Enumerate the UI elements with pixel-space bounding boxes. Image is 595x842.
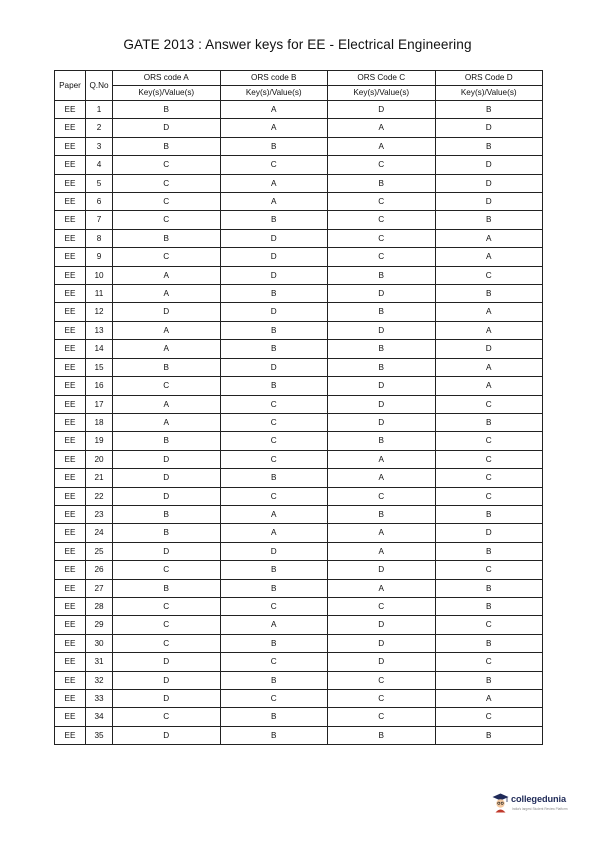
cell-qno: 32 — [86, 671, 113, 689]
table-row — [55, 579, 543, 597]
table-row — [55, 101, 543, 119]
cell-ors-b: D — [220, 542, 328, 560]
cell-ors-c: A — [328, 119, 436, 137]
cell-ors-b: B — [220, 285, 328, 303]
cell-ors-b: D — [220, 248, 328, 266]
cell-paper: EE — [55, 266, 86, 284]
header-ors-c: ORS Code C — [328, 71, 436, 86]
cell-ors-d: C — [435, 616, 543, 634]
cell-paper: EE — [55, 469, 86, 487]
cell-ors-d: B — [435, 137, 543, 155]
cell-ors-a: D — [113, 119, 221, 137]
table-row — [55, 174, 543, 192]
cell-ors-d: C — [435, 487, 543, 505]
cell-qno: 35 — [86, 726, 113, 744]
cell-ors-a: B — [113, 524, 221, 542]
cell-paper: EE — [55, 616, 86, 634]
header-ors-a: ORS code A — [113, 71, 221, 86]
cell-ors-c: A — [328, 137, 436, 155]
cell-ors-a: D — [113, 303, 221, 321]
cell-paper: EE — [55, 726, 86, 744]
cell-paper: EE — [55, 119, 86, 137]
header-paper: Paper — [55, 71, 86, 101]
cell-ors-a: C — [113, 561, 221, 579]
table-row — [55, 524, 543, 542]
cell-qno: 2 — [86, 119, 113, 137]
cell-ors-d: B — [435, 671, 543, 689]
cell-ors-a: C — [113, 616, 221, 634]
cell-paper: EE — [55, 690, 86, 708]
cell-ors-d: C — [435, 561, 543, 579]
cell-qno: 12 — [86, 303, 113, 321]
table-row — [55, 616, 543, 634]
cell-qno: 27 — [86, 579, 113, 597]
cell-ors-a: C — [113, 597, 221, 615]
cell-ors-d: C — [435, 708, 543, 726]
cell-ors-b: B — [220, 211, 328, 229]
cell-ors-b: B — [220, 340, 328, 358]
cell-ors-c: A — [328, 542, 436, 560]
cell-ors-c: C — [328, 156, 436, 174]
cell-ors-a: C — [113, 174, 221, 192]
header-ors-b: ORS code B — [220, 71, 328, 86]
cell-ors-c: B — [328, 358, 436, 376]
cell-ors-a: D — [113, 487, 221, 505]
subheader-keys-c: Key(s)/Value(s) — [328, 86, 436, 101]
cell-paper: EE — [55, 321, 86, 339]
table-row — [55, 671, 543, 689]
table-row — [55, 211, 543, 229]
cell-ors-a: D — [113, 671, 221, 689]
table-row — [55, 229, 543, 247]
cell-ors-b: D — [220, 303, 328, 321]
cell-ors-b: C — [220, 395, 328, 413]
cell-ors-a: B — [113, 137, 221, 155]
table-row — [55, 395, 543, 413]
answer-key-table — [54, 70, 543, 745]
cell-ors-a: B — [113, 101, 221, 119]
logo-text: collegedunia — [511, 794, 566, 804]
table-row — [55, 340, 543, 358]
cell-ors-b: B — [220, 634, 328, 652]
cell-ors-d: B — [435, 211, 543, 229]
cell-ors-d: C — [435, 450, 543, 468]
header-qno: Q.No — [86, 71, 113, 101]
cell-ors-b: B — [220, 321, 328, 339]
cell-ors-c: A — [328, 469, 436, 487]
cell-ors-d: A — [435, 377, 543, 395]
cell-paper: EE — [55, 505, 86, 523]
cell-ors-d: B — [435, 634, 543, 652]
cell-ors-d: C — [435, 469, 543, 487]
table-row — [55, 690, 543, 708]
table-row — [55, 597, 543, 615]
cell-ors-d: C — [435, 395, 543, 413]
cell-paper: EE — [55, 248, 86, 266]
cell-ors-a: B — [113, 229, 221, 247]
cell-ors-c: D — [328, 634, 436, 652]
cell-ors-c: D — [328, 101, 436, 119]
cell-paper: EE — [55, 156, 86, 174]
cell-ors-c: D — [328, 285, 436, 303]
cell-ors-c: D — [328, 653, 436, 671]
table-row — [55, 266, 543, 284]
cell-paper: EE — [55, 597, 86, 615]
cell-ors-d: D — [435, 340, 543, 358]
cell-paper: EE — [55, 174, 86, 192]
cell-ors-d: D — [435, 156, 543, 174]
table-row — [55, 450, 543, 468]
cell-qno: 8 — [86, 229, 113, 247]
cell-ors-a: D — [113, 469, 221, 487]
cell-qno: 3 — [86, 137, 113, 155]
cell-ors-b: B — [220, 726, 328, 744]
cell-ors-b: A — [220, 616, 328, 634]
cell-ors-a: C — [113, 634, 221, 652]
table-row — [55, 303, 543, 321]
cell-qno: 4 — [86, 156, 113, 174]
cell-ors-b: C — [220, 450, 328, 468]
cell-ors-c: D — [328, 321, 436, 339]
cell-qno: 1 — [86, 101, 113, 119]
cell-ors-b: A — [220, 101, 328, 119]
cell-qno: 17 — [86, 395, 113, 413]
cell-ors-a: C — [113, 708, 221, 726]
cell-qno: 6 — [86, 193, 113, 211]
cell-ors-b: C — [220, 690, 328, 708]
cell-qno: 9 — [86, 248, 113, 266]
cell-qno: 16 — [86, 377, 113, 395]
cell-ors-d: D — [435, 193, 543, 211]
cell-qno: 31 — [86, 653, 113, 671]
cell-qno: 34 — [86, 708, 113, 726]
cell-qno: 23 — [86, 505, 113, 523]
cell-ors-c: B — [328, 432, 436, 450]
cell-qno: 5 — [86, 174, 113, 192]
cell-ors-a: A — [113, 266, 221, 284]
cell-ors-d: A — [435, 229, 543, 247]
cell-ors-b: D — [220, 229, 328, 247]
cell-qno: 14 — [86, 340, 113, 358]
table-row — [55, 469, 543, 487]
cell-ors-b: C — [220, 487, 328, 505]
cell-paper: EE — [55, 542, 86, 560]
cell-qno: 20 — [86, 450, 113, 468]
table-row — [55, 708, 543, 726]
cell-ors-a: B — [113, 358, 221, 376]
table-row — [55, 561, 543, 579]
cell-ors-a: D — [113, 690, 221, 708]
cell-qno: 29 — [86, 616, 113, 634]
cell-paper: EE — [55, 653, 86, 671]
cell-paper: EE — [55, 634, 86, 652]
cell-paper: EE — [55, 708, 86, 726]
cell-ors-c: D — [328, 616, 436, 634]
cell-ors-c: C — [328, 487, 436, 505]
cell-qno: 21 — [86, 469, 113, 487]
cell-ors-b: C — [220, 653, 328, 671]
cell-ors-c: D — [328, 561, 436, 579]
cell-ors-d: B — [435, 285, 543, 303]
cell-ors-c: A — [328, 524, 436, 542]
cell-ors-c: B — [328, 266, 436, 284]
cell-qno: 10 — [86, 266, 113, 284]
cell-ors-c: C — [328, 229, 436, 247]
cell-ors-b: C — [220, 597, 328, 615]
subheader-keys-d: Key(s)/Value(s) — [435, 86, 543, 101]
cell-paper: EE — [55, 395, 86, 413]
cell-ors-c: B — [328, 726, 436, 744]
table-row — [55, 156, 543, 174]
cell-paper: EE — [55, 450, 86, 468]
table-row — [55, 285, 543, 303]
cell-ors-c: C — [328, 597, 436, 615]
cell-ors-a: D — [113, 653, 221, 671]
table-row — [55, 413, 543, 431]
cell-ors-b: A — [220, 524, 328, 542]
table-row — [55, 248, 543, 266]
cell-ors-d: A — [435, 690, 543, 708]
cell-ors-d: B — [435, 542, 543, 560]
table-row — [55, 137, 543, 155]
cell-qno: 26 — [86, 561, 113, 579]
cell-ors-b: B — [220, 377, 328, 395]
cell-ors-c: C — [328, 690, 436, 708]
cell-ors-d: D — [435, 524, 543, 542]
cell-ors-a: A — [113, 285, 221, 303]
cell-qno: 13 — [86, 321, 113, 339]
cell-ors-c: D — [328, 395, 436, 413]
cell-ors-d: B — [435, 579, 543, 597]
cell-ors-c: C — [328, 193, 436, 211]
cell-qno: 7 — [86, 211, 113, 229]
table-row — [55, 505, 543, 523]
cell-ors-d: D — [435, 119, 543, 137]
cell-paper: EE — [55, 193, 86, 211]
cell-ors-a: A — [113, 340, 221, 358]
cell-paper: EE — [55, 524, 86, 542]
cell-qno: 15 — [86, 358, 113, 376]
cell-qno: 28 — [86, 597, 113, 615]
cell-ors-c: B — [328, 340, 436, 358]
cell-ors-a: A — [113, 321, 221, 339]
cell-ors-a: B — [113, 432, 221, 450]
cell-paper: EE — [55, 285, 86, 303]
cell-qno: 18 — [86, 413, 113, 431]
cell-ors-d: B — [435, 101, 543, 119]
cell-ors-c: C — [328, 211, 436, 229]
cell-ors-d: A — [435, 321, 543, 339]
cell-paper: EE — [55, 671, 86, 689]
cell-paper: EE — [55, 377, 86, 395]
cell-ors-d: C — [435, 432, 543, 450]
cell-qno: 19 — [86, 432, 113, 450]
cell-ors-b: B — [220, 708, 328, 726]
cell-ors-a: A — [113, 395, 221, 413]
cell-ors-a: A — [113, 413, 221, 431]
cell-ors-b: B — [220, 469, 328, 487]
table-row — [55, 432, 543, 450]
cell-ors-a: C — [113, 377, 221, 395]
cell-paper: EE — [55, 211, 86, 229]
table-row — [55, 358, 543, 376]
cell-ors-d: A — [435, 248, 543, 266]
cell-ors-b: B — [220, 671, 328, 689]
cell-paper: EE — [55, 101, 86, 119]
cell-paper: EE — [55, 340, 86, 358]
cell-ors-b: A — [220, 119, 328, 137]
cell-ors-b: C — [220, 432, 328, 450]
cell-ors-a: D — [113, 450, 221, 468]
cell-ors-c: B — [328, 174, 436, 192]
cell-ors-b: B — [220, 579, 328, 597]
cell-ors-c: B — [328, 505, 436, 523]
cell-qno: 25 — [86, 542, 113, 560]
cell-ors-c: C — [328, 248, 436, 266]
header-ors-d: ORS Code D — [435, 71, 543, 86]
cell-paper: EE — [55, 432, 86, 450]
table-row — [55, 726, 543, 744]
cell-ors-d: B — [435, 505, 543, 523]
table-row — [55, 193, 543, 211]
table-row — [55, 487, 543, 505]
cell-ors-b: D — [220, 266, 328, 284]
cell-ors-a: D — [113, 542, 221, 560]
table-row — [55, 653, 543, 671]
cell-ors-c: A — [328, 579, 436, 597]
cell-ors-b: B — [220, 561, 328, 579]
table-row — [55, 119, 543, 137]
logo-tagline: India's largest Student Review Platform — [512, 807, 568, 811]
subheader-keys-b: Key(s)/Value(s) — [220, 86, 328, 101]
cell-qno: 24 — [86, 524, 113, 542]
cell-qno: 22 — [86, 487, 113, 505]
cell-ors-b: C — [220, 413, 328, 431]
cell-ors-c: D — [328, 377, 436, 395]
cell-paper: EE — [55, 137, 86, 155]
cell-ors-b: C — [220, 156, 328, 174]
cell-ors-c: C — [328, 671, 436, 689]
cell-ors-d: C — [435, 266, 543, 284]
cell-ors-d: D — [435, 174, 543, 192]
cell-ors-d: B — [435, 726, 543, 744]
cell-ors-d: B — [435, 597, 543, 615]
cell-qno: 33 — [86, 690, 113, 708]
table-row — [55, 321, 543, 339]
cell-ors-b: D — [220, 358, 328, 376]
cell-qno: 11 — [86, 285, 113, 303]
collegedunia-logo — [492, 792, 578, 816]
cell-ors-b: A — [220, 193, 328, 211]
cell-ors-d: A — [435, 303, 543, 321]
cell-ors-a: B — [113, 505, 221, 523]
cell-ors-d: A — [435, 358, 543, 376]
page-title: GATE 2013 : Answer keys for EE - Electrical Engineering — [123, 37, 472, 52]
cell-paper: EE — [55, 358, 86, 376]
graduate-mascot-icon — [492, 793, 509, 813]
subheader-keys-a: Key(s)/Value(s) — [113, 86, 221, 101]
cell-ors-a: C — [113, 193, 221, 211]
table-row — [55, 377, 543, 395]
cell-ors-c: B — [328, 303, 436, 321]
cell-ors-c: C — [328, 708, 436, 726]
cell-qno: 30 — [86, 634, 113, 652]
cell-ors-d: B — [435, 413, 543, 431]
cell-paper: EE — [55, 487, 86, 505]
cell-ors-a: C — [113, 248, 221, 266]
table-row — [55, 542, 543, 560]
cell-paper: EE — [55, 413, 86, 431]
cell-ors-c: D — [328, 413, 436, 431]
cell-ors-b: A — [220, 505, 328, 523]
cell-ors-a: B — [113, 579, 221, 597]
cell-paper: EE — [55, 579, 86, 597]
cell-ors-b: A — [220, 174, 328, 192]
cell-ors-c: A — [328, 450, 436, 468]
cell-ors-a: C — [113, 156, 221, 174]
cell-paper: EE — [55, 303, 86, 321]
cell-ors-b: B — [220, 137, 328, 155]
answer-key-rows — [55, 101, 543, 745]
cell-paper: EE — [55, 229, 86, 247]
cell-ors-a: C — [113, 211, 221, 229]
table-row — [55, 634, 543, 652]
cell-ors-d: C — [435, 653, 543, 671]
cell-paper: EE — [55, 561, 86, 579]
cell-ors-a: D — [113, 726, 221, 744]
